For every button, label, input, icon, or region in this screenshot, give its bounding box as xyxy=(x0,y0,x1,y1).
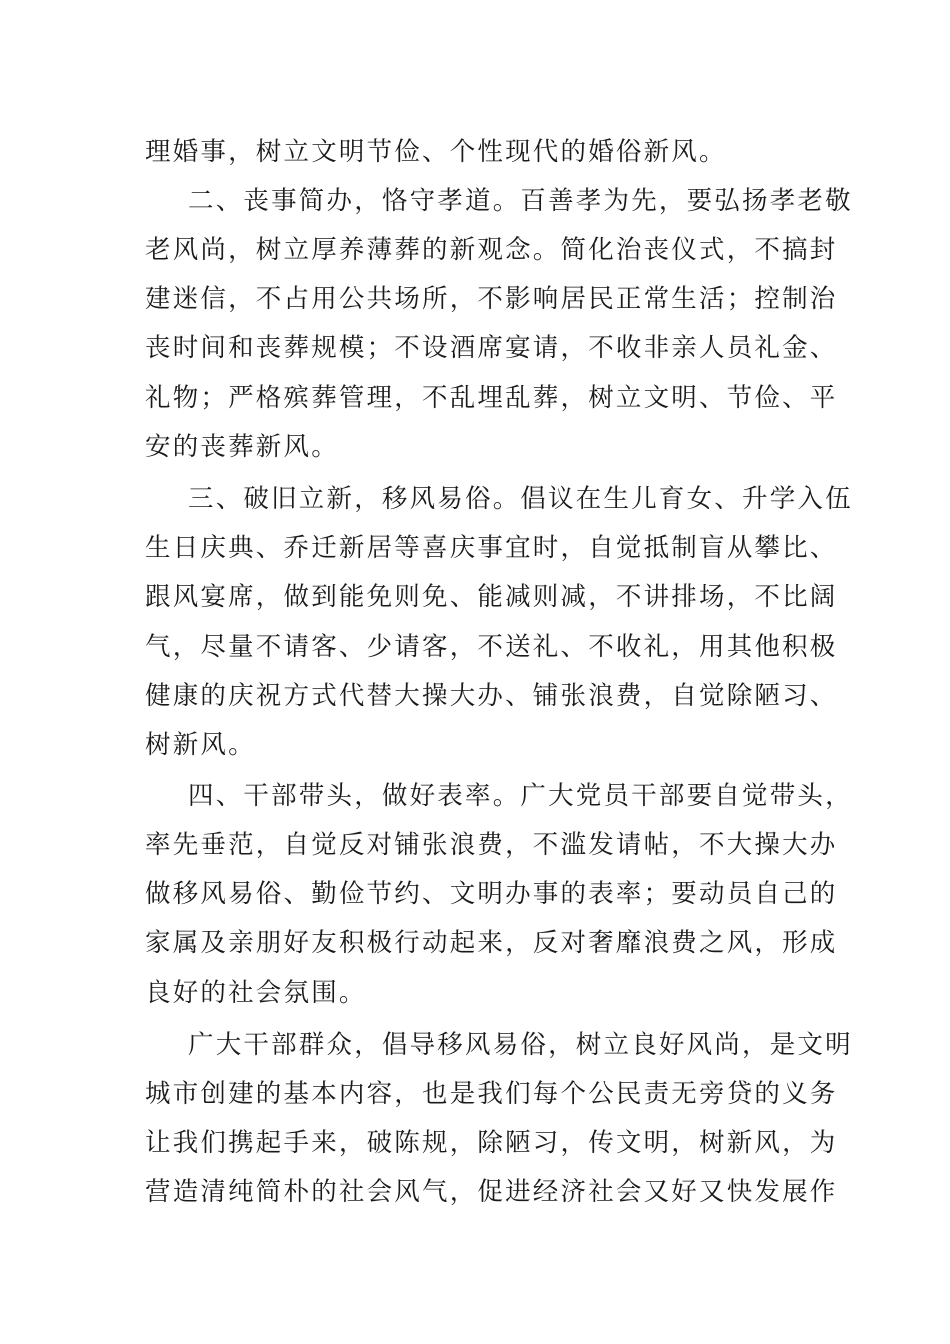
text-line: 良好的社会氛围。 xyxy=(145,978,367,1008)
text-line: 做移风易俗、勤俭节约、文明办事的表率；要动员自己的 xyxy=(145,879,838,909)
text-line: 礼物；严格殡葬管理，不乱埋乱葬，树立文明、节俭、平 xyxy=(145,383,838,413)
text-line: 二、丧事简办，恪守孝道。百善孝为先，要弘扬孝老敬 xyxy=(188,186,853,216)
text-line: 丧时间和丧葬规模；不设酒席宴请，不收非亲人员礼金、 xyxy=(145,333,838,363)
text-line: 广大干部群众，倡导移风易俗，树立良好风尚，是文明 xyxy=(188,1030,853,1060)
text-line: 气，尽量不请客、少请客，不送礼、不收礼，用其他积极 xyxy=(145,632,838,662)
text-line: 树新风。 xyxy=(145,730,256,760)
text-line: 建迷信，不占用公共场所，不影响居民正常生活；控制治 xyxy=(145,284,838,314)
text-line: 营造清纯简朴的社会风气，促进经济社会又好又快发展作 xyxy=(145,1177,838,1207)
text-line: 家属及亲朋好友积极行动起来，反对奢靡浪费之风，形成 xyxy=(145,928,838,958)
text-line: 跟风宴席，做到能免则免、能减则减，不讲排场，不比阔 xyxy=(145,582,838,612)
text-line: 城市创建的基本内容，也是我们每个公民责无旁贷的义务 xyxy=(145,1079,838,1109)
text-line: 率先垂范，自觉反对铺张浪费，不滥发请帖，不大操大办 xyxy=(145,830,838,860)
text-line: 理婚事，树立文明节俭、个性现代的婚俗新风。 xyxy=(145,137,727,167)
text-line: 健康的庆祝方式代替大操大办、铺张浪费，自觉除陋习、 xyxy=(145,681,838,711)
text-line: 老风尚，树立厚养薄葬的新观念。简化治丧仪式，不搞封 xyxy=(145,235,838,265)
text-line: 让我们携起手来，破陈规，除陋习，传文明，树新风，为 xyxy=(145,1128,838,1158)
text-line: 安的丧葬新风。 xyxy=(145,432,339,462)
text-line: 生日庆典、乔迁新居等喜庆事宜时，自觉抵制盲从攀比、 xyxy=(145,533,838,563)
text-line: 三、破旧立新，移风易俗。倡议在生儿育女、升学入伍 xyxy=(188,484,853,514)
text-line: 四、干部带头，做好表率。广大党员干部要自觉带头， xyxy=(188,781,853,811)
